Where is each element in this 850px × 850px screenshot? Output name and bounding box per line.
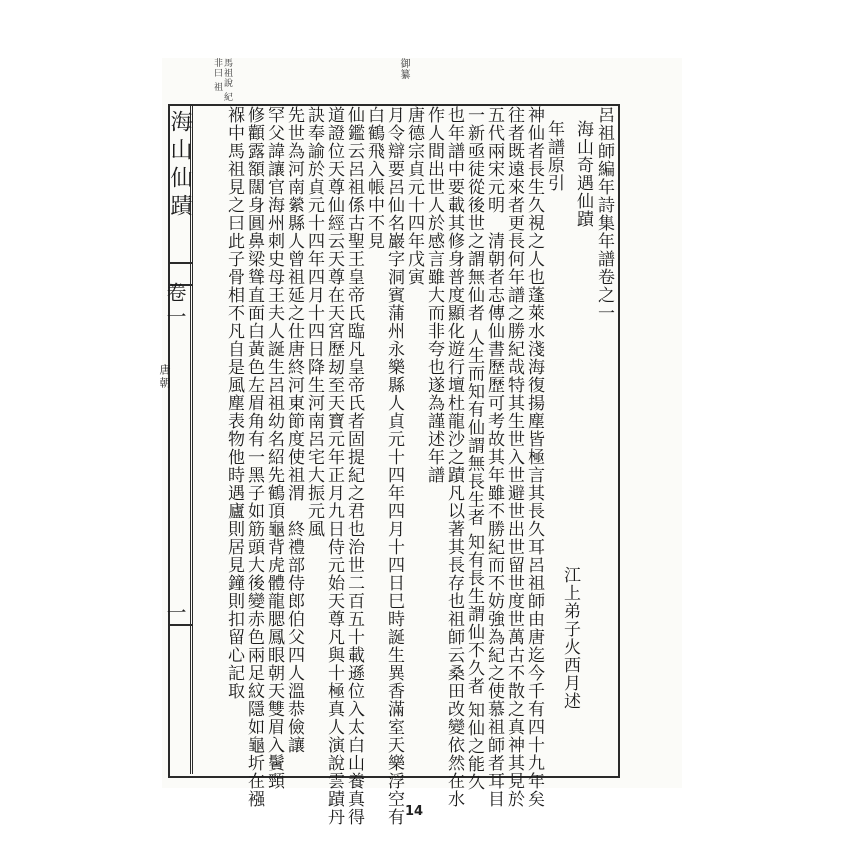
text-column: 神仙者長生久視之人也蓬萊水淺海復揚塵皆極言其長久耳呂祖師由唐迄今千有四十九年矣 [524,106,544,808]
text-column: 褓中馬祖見之曰此子骨相不凡自是風塵表物他時遇廬則居見鐘則扣留心記取 [224,106,244,700]
text-column: 往者既遠來者更長何年譜之勝紀哉特其生世入世避世出世留世度世萬古不散之真神其見於 [504,106,524,808]
spine-volume: 卷一 [163,282,187,330]
text-column: 作人間出世人於感言雖大而非夸也遂為謹述年譜 [424,106,444,484]
text-column: 仙鑑云呂祖係古聖王皇帝氏臨凡皇帝氏者固提紀之君也治世二百五十載遜位入太白山養真得 [344,106,364,826]
spine-dynasty: 唐朝 [158,364,171,390]
fishtail-mark-lower [168,624,192,636]
text-column: 唐德宗貞元十四年戊寅 [404,106,424,286]
text-column: 罕父諱讓官海州刺史母王夫人誕生呂祖幼名紹先鶴頂龜背虎體龍腮鳳眼朝天雙眉入鬢頸 [264,106,284,790]
text-column: 海山奇遇仙蹟 [573,120,593,228]
margin-note-left: 馬祖說 紀非曰 祖 [212,58,232,102]
text-column: 先世為河南縈縣人曾祖延之仕唐終河東節度使祖渭 終禮部侍郎伯父四人溫恭儉讓 [284,106,304,754]
text-column: 也年譜中要載其修身普度顯化遊行壇杜龍沙之蹟凡以著其長存也祖師云桑田改變依然在水 [444,106,464,808]
text-column: 五代兩宋元明 清朝者志傳仙書歷歷可考故其年雖不勝紀而不妨強為紀之使慕祖師者耳目 [484,106,504,808]
text-column: 月令辯要呂仙名巖字洞賓蒲州永樂縣人貞元十四年四月十四日巳時誕生異香滿室天樂浮空有 [384,106,404,826]
spine-line-inner [192,104,193,774]
text-column: 一新亟徒從後世之謂無仙者 人生而知有仙謂無長生者 知有長生謂仙不久者 知仙之能久 [464,106,484,792]
text-column: 年譜原引 [544,120,564,192]
margin-note-center: 御纂 [398,58,409,80]
text-column: 江上弟子火西月述 [560,566,580,710]
spine-title: 海山仙蹟 [167,110,192,222]
text-column: 修顴露額闊身圓鼻梁聳直面白黃色左眉角有一黑子如筋頭大後變赤色兩足紋隱如龜圻在襁 [244,106,264,808]
page-number: 14 [405,804,424,819]
text-column: 白鶴飛入帳中不見 [364,106,384,250]
text-column: 道證位天尊仙經云天尊在天宮歷刼至天寶元年正月九日侍元始天尊凡與十極真人演說雲蹟丹 [324,106,344,826]
text-column: 訣奉諭於貞元十四年四月十四日降生河南呂宅大振元風 [304,106,324,538]
spine-page: 一 [163,602,187,622]
text-column: 呂祖師編年詩集年譜卷之一 [594,106,614,322]
